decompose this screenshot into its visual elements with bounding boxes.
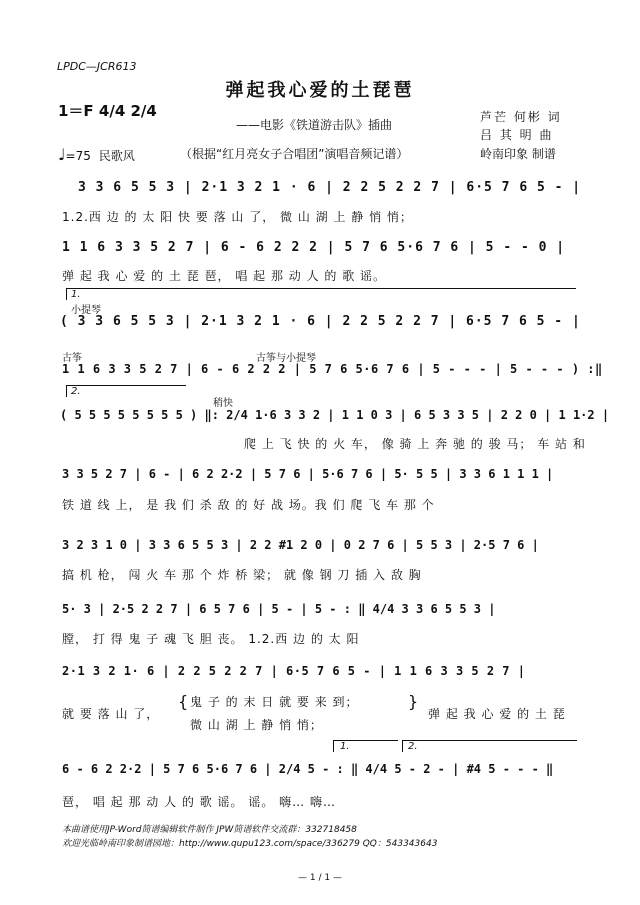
music-line-1: 3 3 6 5 5 3 | 2·1 3 2 1 · 6 | 2 2 5 2 2 7 | 6·5 7 6 5 - | (78, 180, 582, 195)
score-code: LPDC—JCR613 (57, 60, 137, 73)
tempo-marking (58, 145, 135, 164)
lyric-line-6: 铁 道 线 上， 是 我 们 杀 敌 的 好 战 场。我 们 爬 飞 车 那 个 (62, 498, 435, 512)
key-signature: 1＝F 4/4 2/4 (58, 102, 157, 120)
brace-left-icon: { (178, 692, 190, 711)
brace-right-icon: } (408, 692, 420, 711)
lyric-line-8: 膛， 打 得 鬼 子 魂 飞 胆 丧。 1.2.西 边 的 太 阳 (62, 632, 360, 646)
page-number: — 1 / 1 — (298, 873, 342, 883)
lyric-line-9-verse-2: 微 山 湖 上 静 悄 悄； (190, 718, 323, 732)
final-volta-2-bracket (402, 740, 577, 741)
music-line-6: 3 3 5 2 7 | 6 - | 6 2 2·2 | 5 7 6 | 5·6 7 6 | 5· 5 5 | 3 3 6 1 1 1 | (62, 467, 554, 481)
volta-2-number: 2. (71, 386, 81, 397)
lyric-line-1: 1.2.西 边 的 太 阳 快 要 落 山 了， 微 山 湖 上 静 悄 悄； (62, 210, 413, 224)
music-line-7: 3 2 3 1 0 | 3 3 6 5 5 3 | 2 2 #1 2 0 | 0 2 7 6 | 5 5 3 | 2·5 7 6 | (62, 538, 539, 552)
guzheng-violin-label: 古筝与小提琴 (256, 353, 316, 364)
music-line-2: 1 1 6 3 3 5 2 7 | 6 - 6 2 2 2 | 5 7 6 5·6 7 6 | 5 - - 0 | (62, 240, 566, 255)
source-note: （根据“红月亮女子合唱团”演唱音频记谱） (180, 147, 409, 161)
lyric-line-5: 爬 上 飞 快 的 火 车， 像 骑 上 奔 驰 的 骏 马； 车 站 和 (244, 437, 586, 451)
volta-1-bracket-left (66, 288, 67, 300)
music-line-4: 1 1 6 3 3 5 2 7 | 6 - 6 2 2 2 | 5 7 6 5·6 7 6 | 5 - - - | 5 - - - ) :‖ (62, 362, 603, 376)
composer-credit: 吕 其 明 曲 (480, 128, 554, 142)
final-volta-2-number: 2. (408, 741, 418, 752)
footer-software-note: 本曲谱使用JP-Word简谱编辑软件制作 JPW简谱软件交流群：332718458 (62, 825, 357, 835)
tempo-value: =75 (65, 149, 91, 163)
lyric-line-9-verse-1: 鬼 子 的 末 日 就 要 来 到； (190, 695, 359, 709)
lyricist-credit: 芦芒 何彬 词 (480, 110, 562, 124)
final-volta-2-bracket-left (402, 740, 403, 752)
music-line-3: ( 3 3 6 5 5 3 | 2·1 3 2 1 · 6 | 2 2 5 2 2 7 | 6·5 7 6 5 - | (60, 314, 581, 329)
lyric-line-2: 弹 起 我 心 爱 的 土 琵 琶， 唱 起 那 动 人 的 歌 谣。 (62, 269, 387, 283)
style-marking: 民歌风 (98, 149, 135, 163)
violin-label: 小提琴 (71, 305, 101, 316)
final-volta-1-number: 1. (340, 741, 350, 752)
lyric-line-9-lead: 就 要 落 山 了， (62, 707, 160, 721)
song-title: 弹起我心爱的土琵琶 (225, 80, 415, 101)
volta-2-bracket (66, 385, 186, 386)
arranger-credit: 岭南印象 制谱 (480, 147, 556, 161)
final-volta-1-bracket-left (333, 740, 334, 752)
lyric-line-7: 搞 机 枪， 闯 火 车 那 个 炸 桥 梁； 就 像 钢 刀 插 入 敌 胸 (62, 568, 422, 582)
music-line-9: 2·1 3 2 1· 6 | 2 2 5 2 2 7 | 6·5 7 6 5 - | 1 1 6 3 3 5 2 7 | (62, 664, 526, 678)
volta-1-number: 1. (71, 289, 81, 300)
music-line-8: 5· 3 | 2·5 2 2 7 | 6 5 7 6 | 5 - | 5 - : ‖ 4/4 3 3 6 5 5 3 | (62, 602, 496, 616)
volta-1-bracket (66, 288, 576, 289)
music-line-10: 6 - 6 2 2·2 | 5 7 6 5·6 7 6 | 2/4 5 - : ‖ 4/4 5 - 2 - | #4 5 - - - ‖ (62, 762, 554, 776)
subtitle: ——电影《铁道游击队》插曲 (236, 118, 393, 132)
guzheng-label: 古筝 (62, 353, 82, 364)
quarter-note-icon: ♩ (58, 145, 66, 164)
music-line-5: ( 5 5 5 5 5 5 5 5 ) ‖: 2/4 1·6 3 3 2 | 1 1 0 3 | 6 5 3 3 5 | 2 2 0 | 1 1·2 | (60, 408, 610, 422)
volta-2-bracket-left (66, 385, 67, 397)
lyric-line-9-tail: 弹 起 我 心 爱 的 土 琵 (428, 707, 566, 721)
footer-contact-note: 欢迎光临岭南印象制谱园地：http://www.qupu123.com/space/336279 QQ：543343643 (62, 839, 438, 849)
faster-marking: 稍快 (213, 398, 233, 409)
lyric-line-10: 琶， 唱 起 那 动 人 的 歌 谣。 谣。 嗨… 嗨… (62, 795, 336, 809)
